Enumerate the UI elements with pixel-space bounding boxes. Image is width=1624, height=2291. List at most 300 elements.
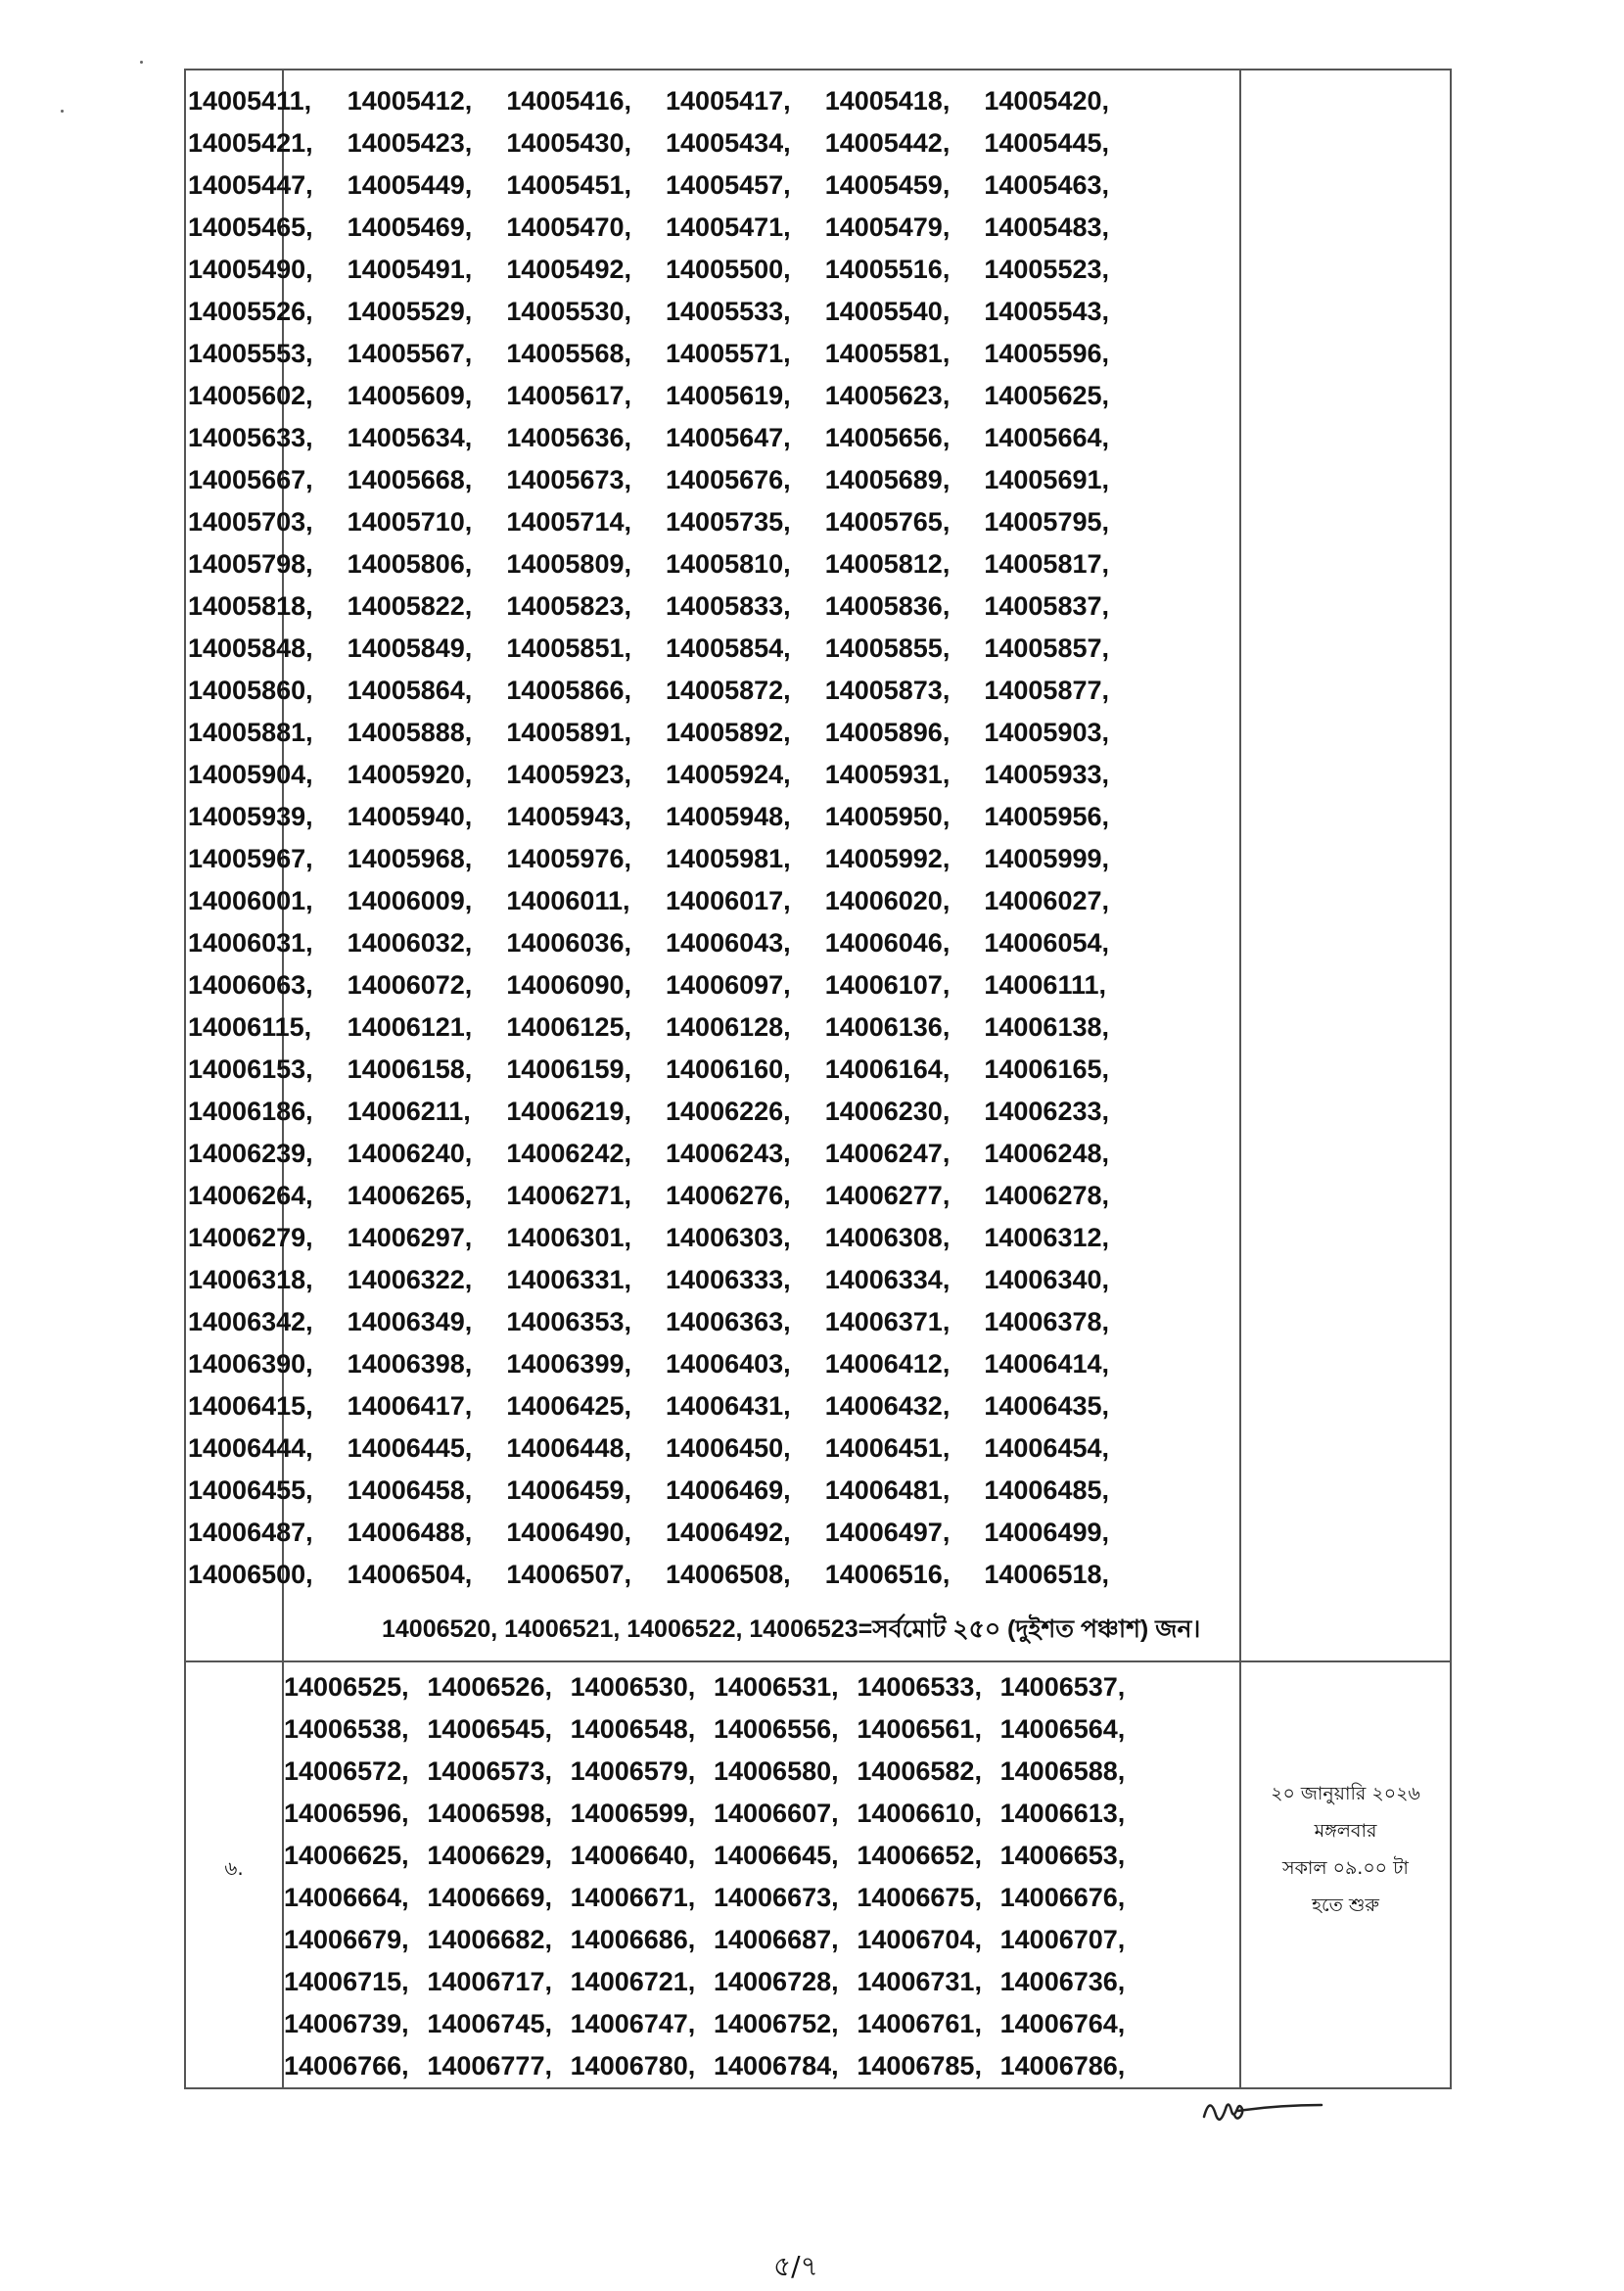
exam-day: মঙ্গলবার [1314,1820,1377,1842]
roll-number: 14006607, [713,1799,839,1828]
roll-number: 14005976, [506,844,631,873]
roll-number: 14006303, [666,1223,791,1252]
roll-number: 14006431, [666,1391,791,1421]
roll-number: 14005710, [347,507,473,537]
roll-number: 14006242, [506,1139,631,1168]
roll-number: 14005806, [347,549,473,579]
roll-number: 14006390, [188,1349,313,1379]
roll-number: 14005634, [347,423,473,452]
roll-number: 14006582, [857,1756,982,1786]
roll-number: 14006043, [666,928,791,958]
roll-number: 14006669, [427,1883,552,1912]
section-6-row [185,1661,1451,2088]
roll-number: 14005940, [347,802,473,831]
roll-number: 14005418, [824,86,951,116]
roll-number: 14006448, [506,1433,631,1463]
roll-number: 14005523, [984,255,1109,284]
roll-number: 14006721, [570,1967,696,1996]
roll-number: 14006717, [427,1967,552,1996]
roll-number: 14006736, [999,1967,1126,1996]
roll-number: 14006504, [347,1560,473,1589]
roll-number-row [188,1385,1143,1427]
roll-number: 14006739, [284,2009,409,2038]
roll-number: 14005470, [506,212,631,242]
roll-number: 14006186, [188,1097,313,1126]
roll-number: 14006219, [506,1097,631,1126]
roll-number: 14006459, [506,1475,631,1505]
roll-number: 14006538, [284,1714,409,1744]
roll-number: 14005999, [984,844,1109,873]
roll-number: 14006415, [188,1391,313,1421]
page-number: ৫/৭ [773,2250,818,2282]
roll-number: 14006507, [506,1560,631,1589]
roll-number: 14005633, [188,423,313,452]
roll-number: 14005491, [347,255,473,284]
roll-number: 14005837, [984,591,1109,621]
exam-date: ২০ জানুয়ারি ২০২৬ [1271,1783,1420,1804]
roll-number: 14006054, [984,928,1109,958]
roll-number: 14006009, [347,886,473,915]
roll-number-row [188,880,1143,922]
roll-number: 14006526, [427,1672,552,1702]
roll-number: 14006136, [824,1012,951,1042]
roll-number: 14006573, [427,1756,552,1786]
roll-number: 14005500, [666,255,791,284]
signature [1199,2087,1326,2131]
roll-number: 14005463, [984,170,1109,200]
roll-number: 14005931, [824,760,951,789]
roll-number: 14006764, [999,2009,1126,2038]
roll-number-row [188,501,1143,543]
roll-number: 14005602, [188,381,313,410]
roll-number-row [284,1961,1143,2003]
roll-number: 14006240, [347,1139,473,1168]
roll-number: 14006121, [347,1012,473,1042]
exam-start-note: হতে শুরু [1312,1894,1379,1916]
roll-number: 14006334, [824,1265,951,1294]
roll-number: 14006588, [999,1756,1126,1786]
roll-number: 14005581, [824,339,951,368]
roll-number-row [188,459,1143,501]
roll-number: 14006652, [857,1841,982,1870]
roll-number: 14005795, [984,507,1109,537]
roll-number: 14005416, [506,86,631,116]
roll-number: 14006279, [188,1223,313,1252]
roll-number: 14006001, [188,886,313,915]
roll-number: 14005479, [824,212,951,242]
roll-number: 14006349, [347,1307,473,1336]
roll-number: 14006318, [188,1265,313,1294]
schedule-cell [1240,1661,1451,2088]
roll-number: 14005516, [824,255,951,284]
roll-number: 14005656, [824,423,951,452]
roll-number: 14005667, [188,465,313,494]
roll-number: 14005812, [824,549,951,579]
roll-number: 14005492, [506,255,631,284]
roll-number-row [188,1343,1143,1385]
roll-number: 14006414, [984,1349,1109,1379]
roll-number: 14005449, [347,170,473,200]
roll-number-row [188,1259,1143,1301]
roll-number: 14006435, [984,1391,1109,1421]
roll-number: 14005596, [984,339,1109,368]
roll-number: 14005451, [506,170,631,200]
roll-number: 14006063, [188,970,313,1000]
roll-number: 14006679, [284,1925,409,1954]
roll-number-row [188,1091,1143,1133]
roll-number: 14005553, [188,339,313,368]
roll-number-row [188,796,1143,838]
roll-number: 14006032, [347,928,473,958]
roll-number-row [188,1006,1143,1049]
roll-number: 14006516, [824,1560,951,1589]
roll-number: 14006599, [570,1799,696,1828]
roll-number: 14005636, [506,423,631,452]
roll-number: 14006403, [666,1349,791,1379]
roll-number: 14006490, [506,1518,631,1547]
roll-number: 14006363, [666,1307,791,1336]
roll-number: 14006610, [857,1799,982,1828]
roll-number: 14005469, [347,212,473,242]
roll-number-grid [188,1662,1143,2087]
roll-number: 14006469, [666,1475,791,1505]
roll-number: 14005623, [824,381,951,410]
roll-number: 14006561, [857,1714,982,1744]
roll-number: 14006671, [570,1883,696,1912]
roll-number: 14006165, [984,1054,1109,1084]
roll-number: 14005673, [506,465,631,494]
roll-number: 14005526, [188,297,313,326]
roll-number: 14005860, [188,676,313,705]
roll-number-row [188,417,1143,459]
schedule-cell [1240,70,1451,1661]
roll-number: 14006487, [188,1518,313,1547]
roll-number: 14006545, [427,1714,552,1744]
roll-number: 14006211, [347,1097,471,1126]
roll-number: 14005920, [347,760,473,789]
roll-number: 14005948, [666,802,791,831]
roll-number: 14006331, [506,1265,631,1294]
roll-number: 14006777, [427,2051,552,2081]
roll-number: 14006564, [999,1714,1126,1744]
roll-number: 14005668, [347,465,473,494]
roll-number: 14005992, [824,844,951,873]
roll-number: 14005888, [347,718,473,747]
roll-number: 14006728, [713,1967,839,1996]
roll-number: 14005540, [824,297,951,326]
roll-number: 14005609, [347,381,473,410]
roll-number: 14006747, [570,2009,696,2038]
roll-number: 14006687, [713,1925,839,1954]
roll-number: 14006785, [857,2051,982,2081]
roll-number: 14006537, [999,1672,1126,1702]
roll-number: 14006115, [188,1012,312,1042]
roll-number: 14005950, [824,802,951,831]
roll-number: 14005836, [824,591,951,621]
roll-number: 14006322, [347,1265,473,1294]
roll-number: 14006704, [857,1925,982,1954]
roll-number: 14006629, [427,1841,552,1870]
roll-number: 14006556, [713,1714,839,1744]
roll-number: 14006027, [984,886,1109,915]
roll-number: 14006488, [347,1518,473,1547]
roll-number: 14006640, [570,1841,696,1870]
roll-number-row [188,585,1143,628]
roll-number: 14006492, [666,1518,791,1547]
roll-number: 14005417, [666,86,791,116]
roll-number: 14005864, [347,676,473,705]
roll-number: 14005872, [666,676,791,705]
roll-number-row [284,1877,1143,1919]
roll-number-row [284,1793,1143,1835]
roll-number: 14006125, [506,1012,631,1042]
roll-number-table [184,69,1452,2089]
roll-number: 14006233, [984,1097,1109,1126]
roll-number: 14006579, [570,1756,696,1786]
roll-number: 14006308, [824,1223,951,1252]
exam-schedule [1241,1662,1450,1924]
roll-number: 14005423, [347,128,473,158]
roll-number-row [188,122,1143,164]
roll-number: 14006412, [824,1349,951,1379]
roll-number-row [188,1049,1143,1091]
roll-number-row [188,964,1143,1006]
roll-number: 14006017, [666,886,791,915]
roll-number: 14005904, [188,760,313,789]
roll-number: 14006072, [347,970,473,1000]
roll-number: 14005691, [984,465,1109,494]
roll-number-row [284,2003,1143,2045]
roll-number: 14005891, [506,718,631,747]
roll-number: 14006572, [284,1756,409,1786]
roll-number: 14005943, [506,802,631,831]
section-5-row [185,70,1451,1661]
roll-number: 14006432, [824,1391,951,1421]
roll-number: 14006531, [713,1672,839,1702]
roll-number: 14005848, [188,633,313,663]
roll-number-row [284,1835,1143,1877]
roll-number: 14006425, [506,1391,631,1421]
roll-number: 14006653, [999,1841,1126,1870]
closing-total-line: 14006520, 14006521, 14006522, 14006523=সর্বমোট ২৫০ (দুইশত পঞ্চাশ) জন। [382,1615,1201,1643]
roll-number: 14005703, [188,507,313,537]
roll-numbers-cell [283,1661,1240,2088]
roll-number: 14006160, [666,1054,791,1084]
roll-number: 14006378, [984,1307,1109,1336]
roll-number: 14005903, [984,718,1109,747]
roll-number: 14005430, [506,128,631,158]
roll-number: 14006159, [506,1054,631,1084]
roll-number-row [188,164,1143,207]
roll-number: 14006445, [347,1433,473,1463]
roll-number: 14005857, [984,633,1109,663]
roll-number: 14005896, [824,718,951,747]
roll-number: 14006020, [824,886,951,915]
roll-number: 14006481, [824,1475,951,1505]
roll-number: 14005873, [824,676,951,705]
roll-number: 14006580, [713,1756,839,1786]
roll-number: 14005968, [347,844,473,873]
roll-number: 14005483, [984,212,1109,242]
roll-number: 14005567, [347,339,473,368]
roll-number: 14005543, [984,297,1109,326]
roll-number: 14005924, [666,760,791,789]
roll-number: 14006312, [984,1223,1109,1252]
roll-number: 14006500, [188,1560,313,1589]
roll-number: 14006297, [347,1223,473,1252]
roll-number: 14005854, [666,633,791,663]
roll-number: 14006239, [188,1139,313,1168]
roll-number: 14006097, [666,970,791,1000]
roll-number: 14006138, [984,1012,1109,1042]
roll-number: 14006682, [427,1925,552,1954]
roll-number: 14006353, [506,1307,631,1336]
roll-number-row [188,375,1143,417]
roll-number: 14006450, [666,1433,791,1463]
roll-number: 14005933, [984,760,1109,789]
roll-number: 14006340, [984,1265,1109,1294]
roll-number: 14005568, [506,339,631,368]
roll-number: 14005892, [666,718,791,747]
roll-numbers-cell [188,70,1240,1661]
roll-number: 14006247, [824,1139,951,1168]
roll-number: 14006301, [506,1223,631,1252]
roll-number-row [188,838,1143,880]
exam-time: সকাল ০৯.০০ টা [1282,1857,1409,1879]
roll-number: 14006613, [999,1799,1126,1828]
serial-number: ৬. [224,1856,244,1880]
roll-number: 14006371, [824,1307,951,1336]
roll-number-row [284,1751,1143,1793]
roll-number: 14006417, [347,1391,473,1421]
roll-number: 14006243, [666,1139,791,1168]
roll-number: 14006090, [506,970,631,1000]
roll-number: 14005881, [188,718,313,747]
roll-number: 14005981, [666,844,791,873]
roll-number: 14005412, [347,86,473,116]
roll-number: 14006676, [999,1883,1126,1912]
roll-number: 14006399, [506,1349,631,1379]
roll-number: 14005809, [506,549,631,579]
roll-number: 14006499, [984,1518,1109,1547]
roll-number: 14006625, [284,1841,409,1870]
roll-number: 14005866, [506,676,631,705]
roll-number: 14006664, [284,1883,409,1912]
roll-number: 14005421, [188,128,313,158]
roll-number: 14006278, [984,1181,1109,1210]
roll-number: 14006497, [824,1518,951,1547]
roll-number: 14005823, [506,591,631,621]
roll-number: 14006230, [824,1097,951,1126]
roll-number: 14006226, [666,1097,791,1126]
roll-number-row [188,80,1143,122]
roll-number: 14006731, [857,1967,982,1996]
roll-number: 14006265, [347,1181,473,1210]
roll-number-row [188,1133,1143,1175]
roll-number-row [284,1708,1143,1751]
roll-number: 14005457, [666,170,791,200]
roll-number: 14006752, [713,2009,839,2038]
roll-number: 14005571, [666,339,791,368]
roll-number: 14005923, [506,760,631,789]
scan-speck [140,61,143,64]
roll-number: 14005967, [188,844,313,873]
roll-number: 14005810, [666,549,791,579]
roll-number: 14005411, [188,86,312,116]
roll-number: 14006451, [824,1433,951,1463]
roll-number: 14005442, [824,128,951,158]
roll-number: 14005689, [824,465,951,494]
roll-number: 14006164, [824,1054,951,1084]
roll-number-row [188,291,1143,333]
roll-number: 14006458, [347,1475,473,1505]
roll-number: 14006444, [188,1433,313,1463]
roll-number-row [188,543,1143,585]
roll-number: 14005851, [506,633,631,663]
roll-number: 14006645, [713,1841,839,1870]
roll-number-row [188,712,1143,754]
roll-number: 14006031, [188,928,313,958]
roll-number: 14006153, [188,1054,313,1084]
roll-number: 14006533, [857,1672,982,1702]
roll-number: 14006276, [666,1181,791,1210]
roll-number: 14005817, [984,549,1109,579]
roll-number-row [188,1427,1143,1470]
roll-number-row [188,1175,1143,1217]
roll-number: 14006784, [713,2051,839,2081]
roll-number: 14006530, [570,1672,696,1702]
roll-number: 14005855, [824,633,951,663]
roll-number: 14005647, [666,423,791,452]
roll-number-row [188,754,1143,796]
roll-number: 14006277, [824,1181,951,1210]
roll-number-row [188,333,1143,375]
roll-number: 14005818, [188,591,313,621]
roll-number: 14006454, [984,1433,1109,1463]
roll-number: 14006485, [984,1475,1109,1505]
roll-number: 14005434, [666,128,791,158]
scan-speck [61,110,64,113]
roll-number: 14006455, [188,1475,313,1505]
roll-number: 14005956, [984,802,1109,831]
roll-number: 14006111, [984,970,1107,1000]
roll-number: 14005877, [984,676,1109,705]
roll-number-row [188,1301,1143,1343]
roll-number: 14006107, [824,970,951,1000]
roll-number: 14005714, [506,507,631,537]
roll-number: 14006766, [284,2051,409,2081]
roll-number: 14005490, [188,255,313,284]
roll-number-row [188,922,1143,964]
roll-number: 14006548, [570,1714,696,1744]
roll-number: 14006248, [984,1139,1109,1168]
roll-number: 14006128, [666,1012,791,1042]
roll-number: 14006264, [188,1181,313,1210]
roll-number-row [188,628,1143,670]
roll-number-row [188,207,1143,249]
roll-number: 14005822, [347,591,473,621]
roll-number: 14006508, [666,1560,791,1589]
roll-number: 14006673, [713,1883,839,1912]
roll-number: 14006686, [570,1925,696,1954]
roll-number: 14005530, [506,297,631,326]
roll-number: 14006675, [857,1883,982,1912]
roll-number-row [284,1666,1143,1708]
roll-number-row [284,2045,1143,2087]
roll-number: 14005676, [666,465,791,494]
roll-number: 14005798, [188,549,313,579]
roll-number: 14005533, [666,297,791,326]
